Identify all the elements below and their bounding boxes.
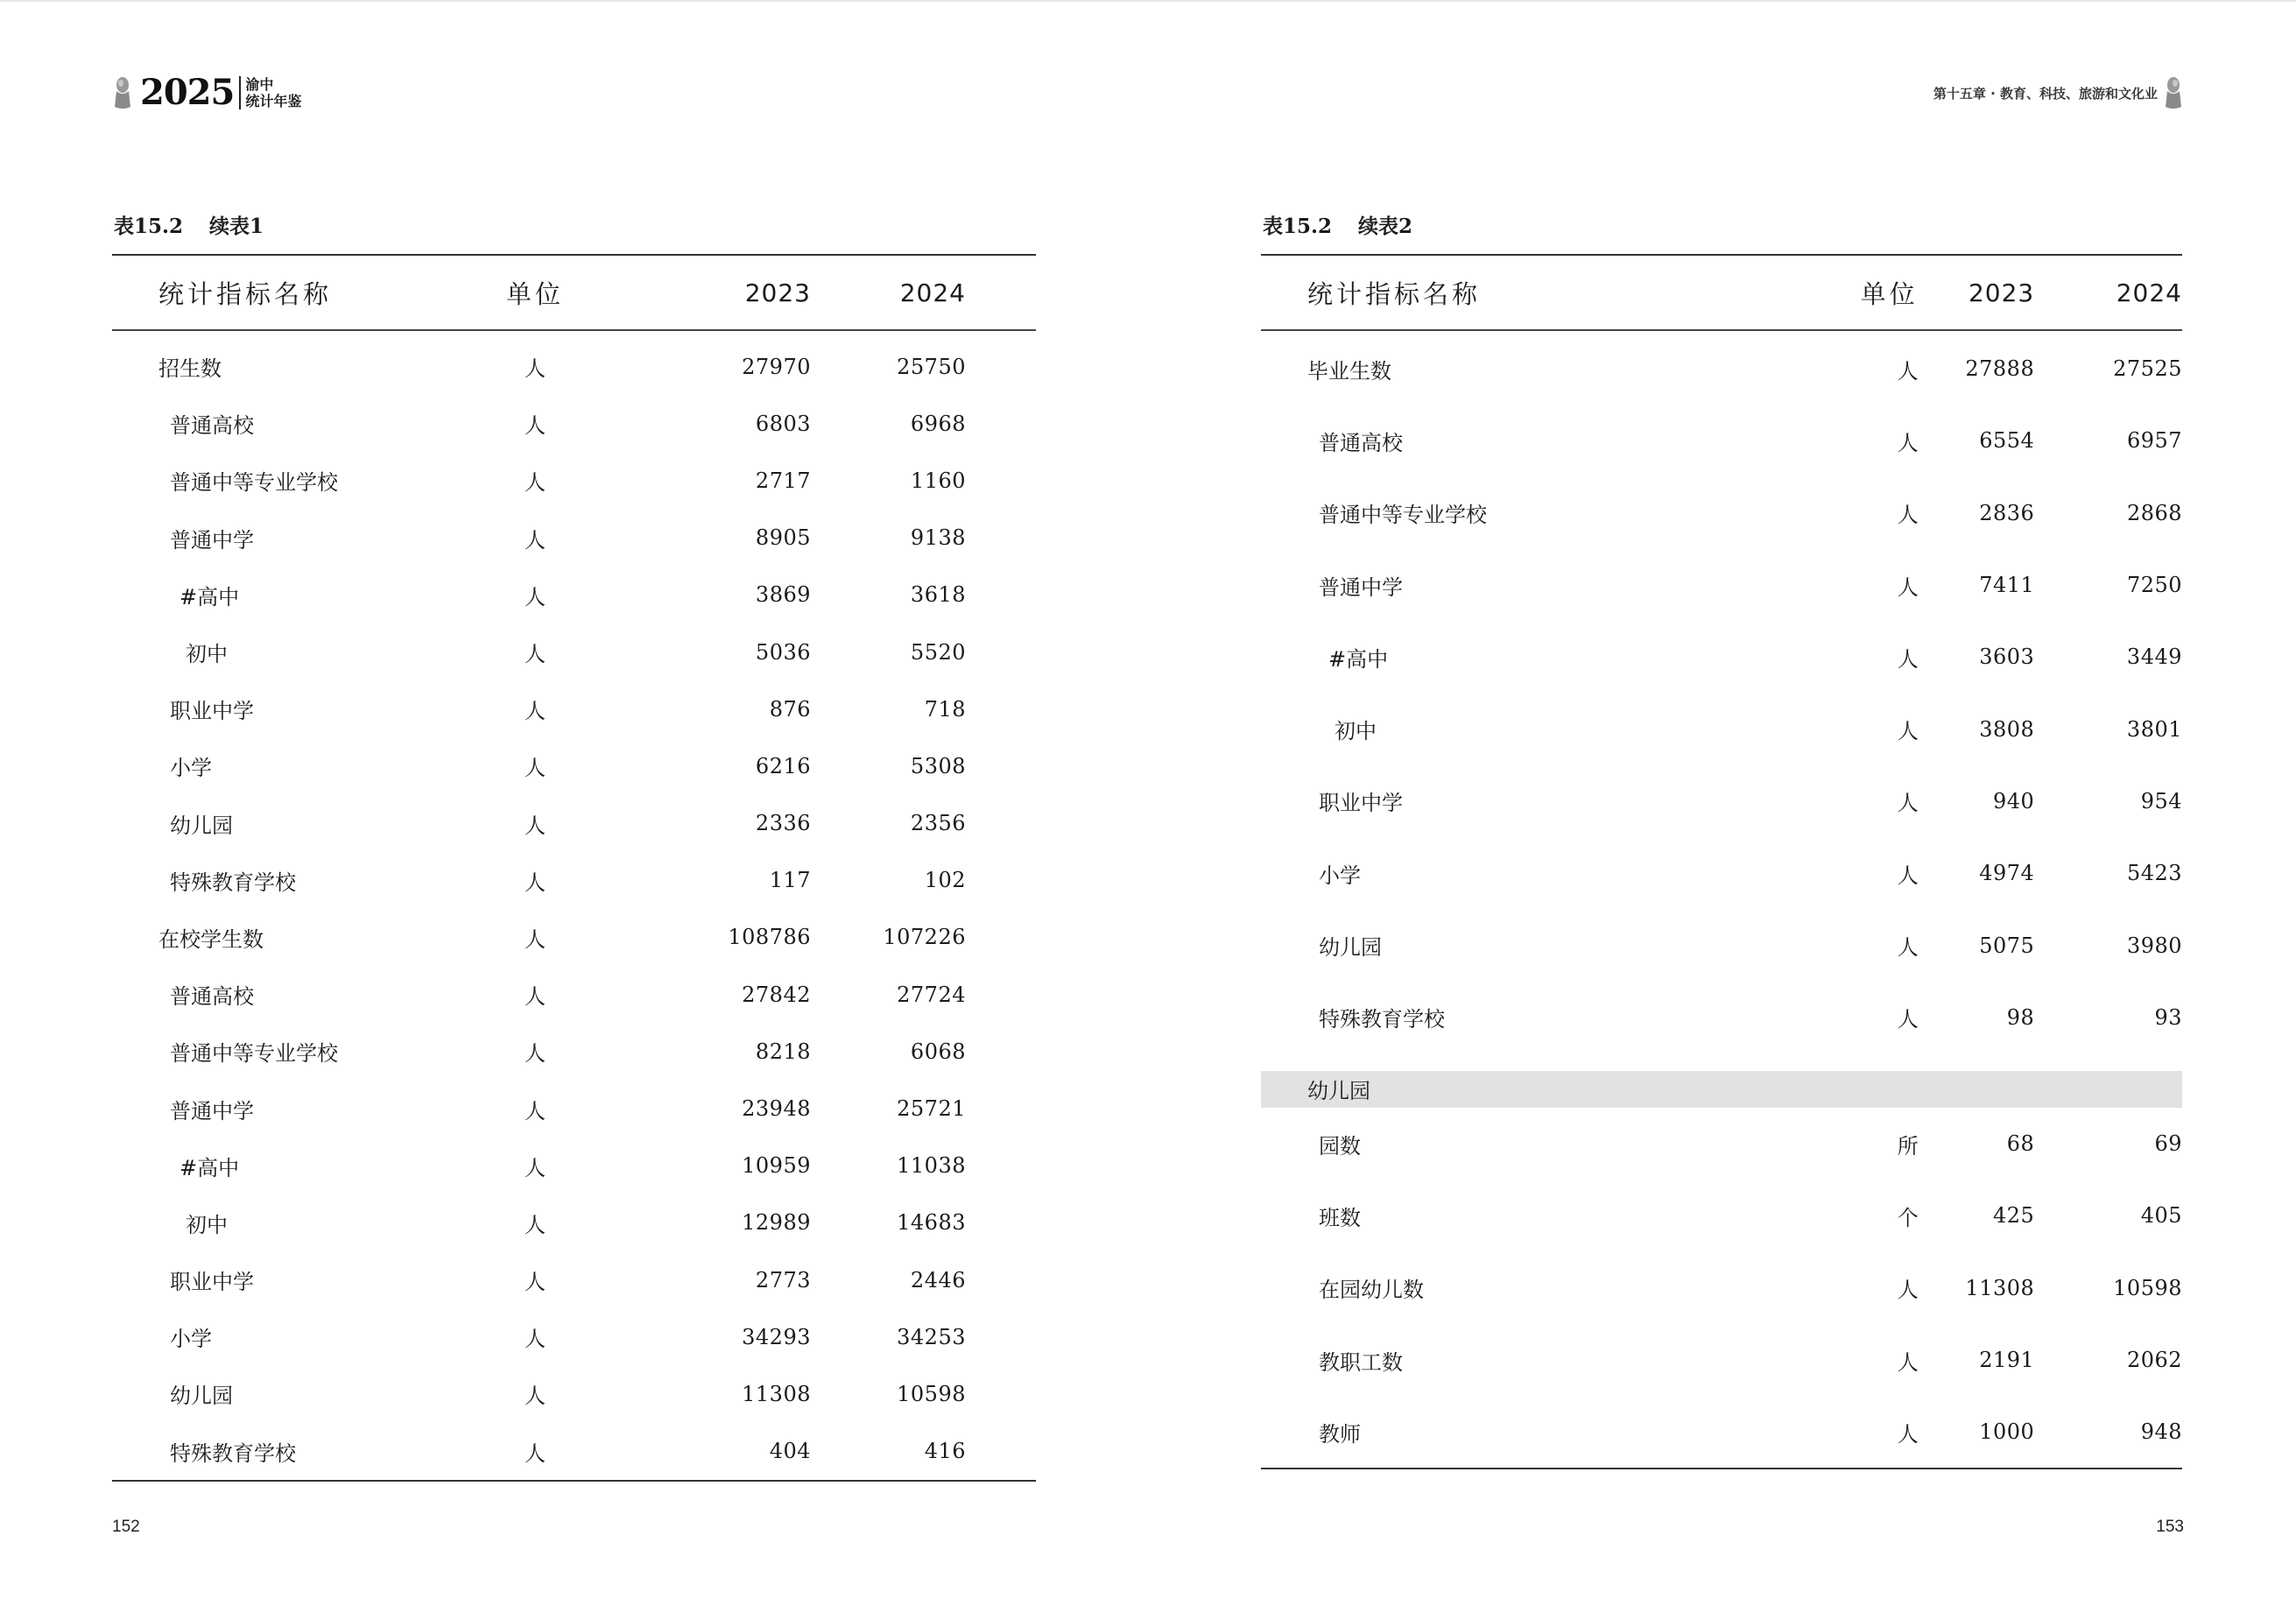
table-row [112,1308,1036,1365]
table-row [112,452,1036,509]
value-2023: 98 [2006,1004,2035,1030]
book-header [112,74,301,112]
chapter-header [1933,74,2184,112]
value-2024: 3980 [2126,933,2183,958]
row-unit: 人 [1897,1007,1919,1032]
column-header-2024: 2024 [899,278,966,307]
value-2023: 3869 [755,582,811,608]
value-2023: 2336 [755,811,811,836]
row-unit: 人 [525,470,546,496]
table-caption-id: 表15.2 [114,215,184,238]
value-2023: 27888 [1965,356,2035,382]
page-number-left: 152 [112,1518,140,1536]
value-2024: 34253 [897,1324,966,1349]
row-unit: 人 [525,527,546,553]
table-header-row [1261,256,2182,331]
table-body-section [1261,1108,2182,1468]
row-unit: 人 [1897,935,1919,961]
value-2024: 6968 [910,411,966,436]
value-2023: 8218 [755,1039,811,1064]
value-2024: 5520 [910,639,966,665]
value-2024: 948 [2140,1419,2183,1445]
value-2023: 2717 [755,468,811,493]
row-label: 普通中等专业学校 [170,470,338,496]
bust-icon [2163,75,2184,110]
table-row [112,1080,1036,1137]
yearbook-title [245,76,301,109]
row-unit: 人 [525,756,546,781]
table-body [112,331,1036,1480]
table-row [112,567,1036,623]
value-2023: 5036 [755,639,811,665]
value-2023: 6216 [755,753,811,778]
row-label: 普通高校 [170,984,254,1010]
value-2023: 7411 [1979,573,2035,598]
value-2023: 11308 [742,1381,811,1406]
value-2024: 2062 [2126,1348,2183,1372]
row-unit: 人 [1897,791,1919,816]
value-2024: 10598 [897,1381,966,1406]
row-label: 班数 [1319,1205,1361,1230]
table-row [112,1138,1036,1194]
row-unit: 人 [525,1270,546,1295]
table-row [112,1023,1036,1080]
value-2023: 6803 [755,411,811,436]
column-header-unit: 单位 [1860,278,1919,309]
value-2024: 14683 [897,1210,966,1236]
table-row [1261,765,2182,837]
table-row [1261,982,2182,1053]
table-continued-2 [1261,215,2182,1469]
value-2023: 8905 [755,525,811,551]
row-label: 招生数 [158,356,222,382]
table-row [112,338,1036,395]
table-row [1261,549,2182,621]
row-label: 特殊教育学校 [170,870,296,895]
row-label: #高中 [180,584,240,609]
table-caption [1263,215,2182,238]
table-caption [114,215,1036,238]
table-row [112,1423,1036,1480]
value-2024: 11038 [897,1153,966,1179]
value-2023: 68 [2006,1131,2035,1157]
table-row [112,510,1036,567]
table-caption-title: 续表2 [1358,215,1413,238]
value-2023: 425 [1992,1203,2035,1229]
row-label: 普通高校 [170,413,254,439]
page-top-edge [0,0,2296,2]
value-2023: 2773 [755,1267,811,1293]
value-2023: 27842 [742,982,811,1007]
row-label: 幼儿园 [170,1384,233,1409]
row-unit: 人 [525,356,546,382]
row-unit: 人 [525,1155,546,1180]
row-unit: 人 [525,642,546,667]
row-label: 普通中学 [170,1098,254,1123]
value-2024: 27525 [2113,356,2182,382]
table-row [1261,1180,2182,1251]
value-2023: 3808 [1979,716,2035,742]
row-label: 小学 [170,1327,212,1352]
value-2024: 107226 [883,925,966,950]
row-label: 在园幼儿数 [1319,1278,1424,1303]
row-label: 普通高校 [1319,430,1403,455]
row-label: 初中 [186,642,228,667]
row-unit: 人 [1897,574,1919,600]
value-2024: 2446 [910,1267,966,1293]
row-unit: 人 [1897,358,1919,384]
page-number-right: 153 [2156,1518,2184,1536]
value-2024: 25750 [897,354,966,379]
row-unit: 人 [525,813,546,838]
row-unit: 人 [525,926,546,952]
table-row [1261,1324,2182,1396]
row-unit: 人 [525,1440,546,1466]
table-row [1261,477,2182,549]
value-2023: 4974 [1979,861,2035,886]
row-unit: 人 [525,1098,546,1123]
table-row [112,852,1036,909]
row-label: #高中 [180,1155,240,1180]
row-label: 职业中学 [170,1270,254,1295]
table-bottom-rule [112,1480,1036,1482]
table-header-row [112,256,1036,331]
row-label: 普通中学 [1319,574,1403,600]
value-2024: 5423 [2126,861,2183,886]
table-row [112,623,1036,680]
row-label: 小学 [170,756,212,781]
row-label: 职业中学 [170,699,254,724]
value-2023: 404 [769,1439,811,1464]
table-caption-id: 表15.2 [1263,215,1333,238]
value-2023: 1000 [1979,1419,2035,1445]
value-2023: 108786 [728,925,811,950]
table-row [1261,1108,2182,1180]
yearbook-title-line2: 统计年鉴 [245,93,302,109]
column-header-2023: 2023 [744,278,811,307]
row-label: 初中 [1335,719,1377,744]
value-2024: 6068 [910,1039,966,1064]
table-body [1261,331,2182,1053]
value-2024: 6957 [2126,428,2183,454]
row-unit: 人 [525,870,546,895]
row-label: 在校学生数 [158,926,264,952]
table-row [1261,1396,2182,1468]
table-row [112,395,1036,452]
row-label: 职业中学 [1319,791,1403,816]
value-2024: 10598 [2113,1275,2183,1300]
row-unit: 人 [1897,430,1919,455]
table-row [112,1365,1036,1422]
value-2024: 416 [924,1439,966,1464]
value-2023: 12989 [742,1210,811,1236]
value-2024: 3618 [910,582,966,608]
value-2023: 117 [769,868,811,893]
table-row [1261,837,2182,909]
value-2024: 954 [2140,788,2183,814]
row-label: 普通中等专业学校 [170,1041,338,1067]
row-unit: 人 [1897,503,1919,528]
row-label: 特殊教育学校 [170,1440,296,1466]
value-2023: 10959 [742,1153,811,1179]
table-row [112,1194,1036,1251]
row-label: 初中 [186,1212,228,1237]
row-unit: 人 [525,584,546,609]
value-2024: 2356 [910,811,966,836]
table-row [112,680,1036,737]
table-row [112,909,1036,966]
yearbook-title-line1: 渝中 [245,76,274,93]
table-row [112,795,1036,852]
value-2024: 9138 [910,525,966,551]
value-2023: 2191 [1979,1348,2035,1372]
value-2024: 5308 [910,753,966,778]
value-2024: 25721 [897,1096,966,1122]
column-header-2024: 2024 [2116,278,2182,307]
row-unit: 人 [525,699,546,724]
value-2023: 27970 [742,354,811,379]
row-label: 园数 [1319,1133,1361,1159]
row-unit: 人 [1897,1278,1919,1303]
row-unit: 所 [1897,1133,1919,1159]
value-2023: 876 [769,696,811,722]
row-unit: 人 [1897,646,1919,672]
table-row [1261,405,2182,476]
row-unit: 人 [525,1384,546,1409]
row-label: 幼儿园 [170,813,233,838]
table-continued-1 [112,215,1036,1482]
row-unit: 人 [525,1327,546,1352]
row-label: 特殊教育学校 [1319,1007,1445,1032]
row-unit: 人 [1897,1421,1919,1447]
column-header-name: 统计指标名称 [158,278,333,309]
value-2023: 2836 [1979,500,2035,525]
row-unit: 人 [1897,863,1919,888]
value-2023: 23948 [742,1096,811,1122]
value-2024: 3449 [2126,644,2182,670]
value-2024: 718 [924,696,966,722]
value-2023: 3603 [1979,644,2035,670]
value-2023: 34293 [742,1324,811,1349]
table-row [112,737,1036,794]
value-2023: 11308 [1965,1275,2035,1300]
row-label: 幼儿园 [1319,935,1382,961]
row-label: 毕业生数 [1307,358,1391,384]
row-unit: 人 [525,984,546,1010]
value-2023: 940 [1992,788,2035,814]
section-band-kindergarten: 幼儿园 [1261,1071,2182,1108]
table-caption-title: 续表1 [209,215,264,238]
value-2024: 2868 [2126,500,2183,525]
yearbook-year: 2025 [140,72,235,113]
value-2024: 93 [2154,1004,2183,1030]
header-divider [239,76,241,109]
table-row [1261,333,2182,405]
row-unit: 人 [1897,1349,1919,1375]
value-2024: 102 [924,868,966,893]
row-label: #高中 [1328,646,1389,672]
row-label: 小学 [1319,863,1361,888]
value-2024: 69 [2154,1131,2183,1157]
value-2023: 6554 [1979,428,2035,454]
table-row [112,966,1036,1023]
column-header-2023: 2023 [1968,278,2035,307]
table-bottom-rule [1261,1468,2182,1469]
value-2024: 1160 [910,468,966,493]
row-unit: 人 [1897,719,1919,744]
table-row [1261,621,2182,693]
row-label: 普通中等专业学校 [1319,503,1487,528]
row-unit: 人 [525,1212,546,1237]
row-label: 教师 [1319,1421,1361,1447]
table-row [112,1251,1036,1308]
row-unit: 个 [1897,1205,1919,1230]
column-header-unit: 单位 [505,278,564,309]
table-row [1261,693,2182,764]
chapter-title: 第十五章 · 教育、科技、旅游和文化业 [1933,85,2158,102]
value-2024: 27724 [897,982,966,1007]
table-row [1261,1252,2182,1324]
row-label: 教职工数 [1319,1349,1403,1375]
bust-icon [112,75,133,110]
column-header-name: 统计指标名称 [1307,278,1482,309]
row-unit: 人 [525,1041,546,1067]
row-label: 普通中学 [170,527,254,553]
value-2023: 5075 [1979,933,2035,958]
row-unit: 人 [525,413,546,439]
value-2024: 405 [2140,1203,2183,1229]
table-row [1261,909,2182,981]
value-2024: 3801 [2126,716,2182,742]
value-2024: 7250 [2126,573,2183,598]
